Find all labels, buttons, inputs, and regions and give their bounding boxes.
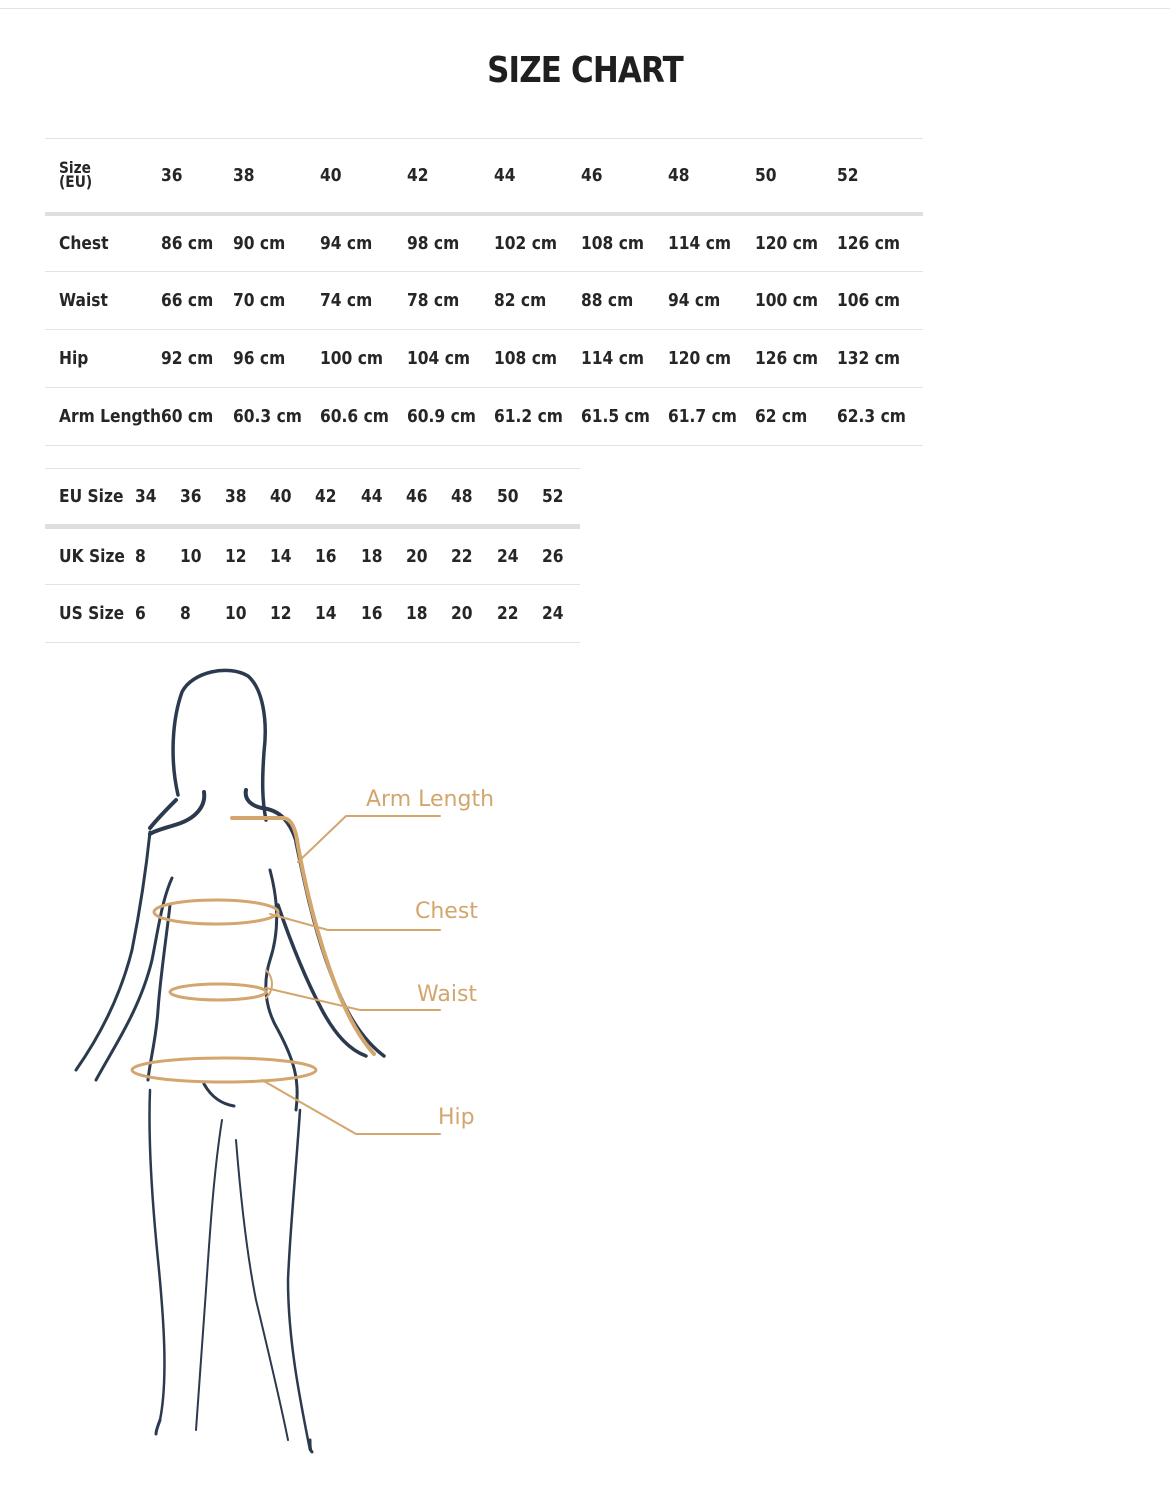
- table-cell: 40: [270, 469, 315, 527]
- conversion-header-row: [45, 469, 580, 527]
- table-cell: 108 cm: [494, 330, 581, 388]
- table-cell: 16: [361, 585, 406, 643]
- table-cell: 60.6 cm: [320, 388, 407, 446]
- body-measurement-diagram: [60, 660, 520, 1460]
- table-cell: 106 cm: [837, 272, 923, 330]
- table-cell: 62.3 cm: [837, 388, 923, 446]
- table-cell: 66 cm: [161, 272, 233, 330]
- table-cell: 86 cm: [161, 214, 233, 272]
- row-label: Chest: [45, 214, 161, 272]
- head-outline: [173, 670, 266, 820]
- right-leg-inner: [236, 1140, 288, 1440]
- table-row: [45, 527, 580, 585]
- table-cell: 61.7 cm: [668, 388, 755, 446]
- hip-measure: [132, 1058, 316, 1082]
- table-cell: 36: [180, 469, 225, 527]
- hair-right: [246, 790, 296, 840]
- top-divider: [0, 8, 1170, 9]
- right-foot: [310, 1440, 312, 1452]
- size-header-cell: 40: [320, 139, 407, 214]
- table-row: [45, 388, 923, 446]
- row-label: US Size: [45, 585, 135, 643]
- table-cell: 96 cm: [233, 330, 320, 388]
- left-leg-inner: [196, 1120, 222, 1430]
- table-cell: 120 cm: [668, 330, 755, 388]
- arm-length-label: Arm Length: [366, 787, 495, 812]
- table-row: [45, 272, 923, 330]
- table-cell: 24: [542, 585, 580, 643]
- table-cell: 70 cm: [233, 272, 320, 330]
- table-cell: 132 cm: [837, 330, 923, 388]
- table-cell: 18: [406, 585, 451, 643]
- table-cell: 98 cm: [407, 214, 494, 272]
- table-cell: 100 cm: [755, 272, 837, 330]
- table-cell: 44: [361, 469, 406, 527]
- table-cell: 26: [542, 527, 580, 585]
- table-cell: 18: [361, 527, 406, 585]
- size-header-cell: 46: [581, 139, 668, 214]
- table-cell: 60.9 cm: [407, 388, 494, 446]
- table-cell: 60 cm: [161, 388, 233, 446]
- table-row: [45, 330, 923, 388]
- size-header-cell: 50: [755, 139, 837, 214]
- table-cell: 22: [497, 585, 542, 643]
- table-cell: 62 cm: [755, 388, 837, 446]
- left-leg-outer: [149, 1090, 164, 1420]
- table-cell: 114 cm: [668, 214, 755, 272]
- waist-measure: [170, 984, 266, 1000]
- table-cell: 78 cm: [407, 272, 494, 330]
- size-header-cell: 36: [161, 139, 233, 214]
- chest-measure: [154, 900, 278, 924]
- table-cell: 46: [406, 469, 451, 527]
- size-header-cell: 52: [837, 139, 923, 214]
- table-cell: 60.3 cm: [233, 388, 320, 446]
- left-foot: [156, 1420, 160, 1434]
- row-label: Arm Length: [45, 388, 161, 446]
- table-cell: 108 cm: [581, 214, 668, 272]
- table-cell: 10: [225, 585, 270, 643]
- size-header-cell: 42: [407, 139, 494, 214]
- table-cell: 102 cm: [494, 214, 581, 272]
- table-cell: 90 cm: [233, 214, 320, 272]
- chest-label: Chest: [415, 899, 478, 924]
- left-arm-outer: [76, 832, 150, 1070]
- body-figure-illustration: [60, 660, 520, 1460]
- table-cell: 8: [180, 585, 225, 643]
- table-cell: 6: [135, 585, 180, 643]
- table-cell: 10: [180, 527, 225, 585]
- arm-length-leader: [298, 816, 440, 862]
- table-row: [45, 585, 580, 643]
- size-header-cell: 38: [233, 139, 320, 214]
- table-cell: 61.2 cm: [494, 388, 581, 446]
- right-arm-outer: [296, 842, 384, 1056]
- table-cell: 14: [315, 585, 361, 643]
- table-cell: 94 cm: [320, 214, 407, 272]
- table-cell: 74 cm: [320, 272, 407, 330]
- size-header-label: Size (EU): [45, 139, 161, 214]
- row-label: Waist: [45, 272, 161, 330]
- neck-left: [150, 792, 204, 834]
- table-cell: 8: [135, 527, 180, 585]
- table-cell: 24: [497, 527, 542, 585]
- table-cell: 20: [406, 527, 451, 585]
- table-cell: 20: [451, 585, 497, 643]
- row-label: Hip: [45, 330, 161, 388]
- hip-label: Hip: [438, 1105, 475, 1130]
- table-cell: 34: [135, 469, 180, 527]
- table-cell: 120 cm: [755, 214, 837, 272]
- row-label: EU Size: [45, 469, 135, 527]
- table-cell: 126 cm: [755, 330, 837, 388]
- size-header-row: [45, 139, 923, 214]
- table-cell: 82 cm: [494, 272, 581, 330]
- table-cell: 50: [497, 469, 542, 527]
- size-measurement-table: [45, 138, 923, 446]
- table-cell: 61.5 cm: [581, 388, 668, 446]
- table-cell: 88 cm: [581, 272, 668, 330]
- table-row: [45, 214, 923, 272]
- table-cell: 94 cm: [668, 272, 755, 330]
- table-cell: 12: [270, 585, 315, 643]
- torso-left: [148, 905, 170, 1080]
- table-cell: 126 cm: [837, 214, 923, 272]
- table-cell: 48: [451, 469, 497, 527]
- size-header-cell: 44: [494, 139, 581, 214]
- table-cell: 42: [315, 469, 361, 527]
- table-cell: 16: [315, 527, 361, 585]
- crotch: [204, 1084, 234, 1106]
- table-cell: 100 cm: [320, 330, 407, 388]
- table-cell: 114 cm: [581, 330, 668, 388]
- table-cell: 104 cm: [407, 330, 494, 388]
- table-cell: 52: [542, 469, 580, 527]
- size-header-cell: 48: [668, 139, 755, 214]
- right-leg-outer: [288, 1110, 310, 1450]
- row-label: UK Size: [45, 527, 135, 585]
- table-cell: 38: [225, 469, 270, 527]
- size-conversion-table: [45, 468, 580, 643]
- table-cell: 12: [225, 527, 270, 585]
- waist-label: Waist: [417, 982, 478, 1007]
- table-cell: 14: [270, 527, 315, 585]
- table-cell: 22: [451, 527, 497, 585]
- page-title: SIZE CHART: [487, 50, 683, 91]
- hip-leader: [262, 1080, 440, 1134]
- waist-leader: [266, 988, 440, 1010]
- table-cell: 92 cm: [161, 330, 233, 388]
